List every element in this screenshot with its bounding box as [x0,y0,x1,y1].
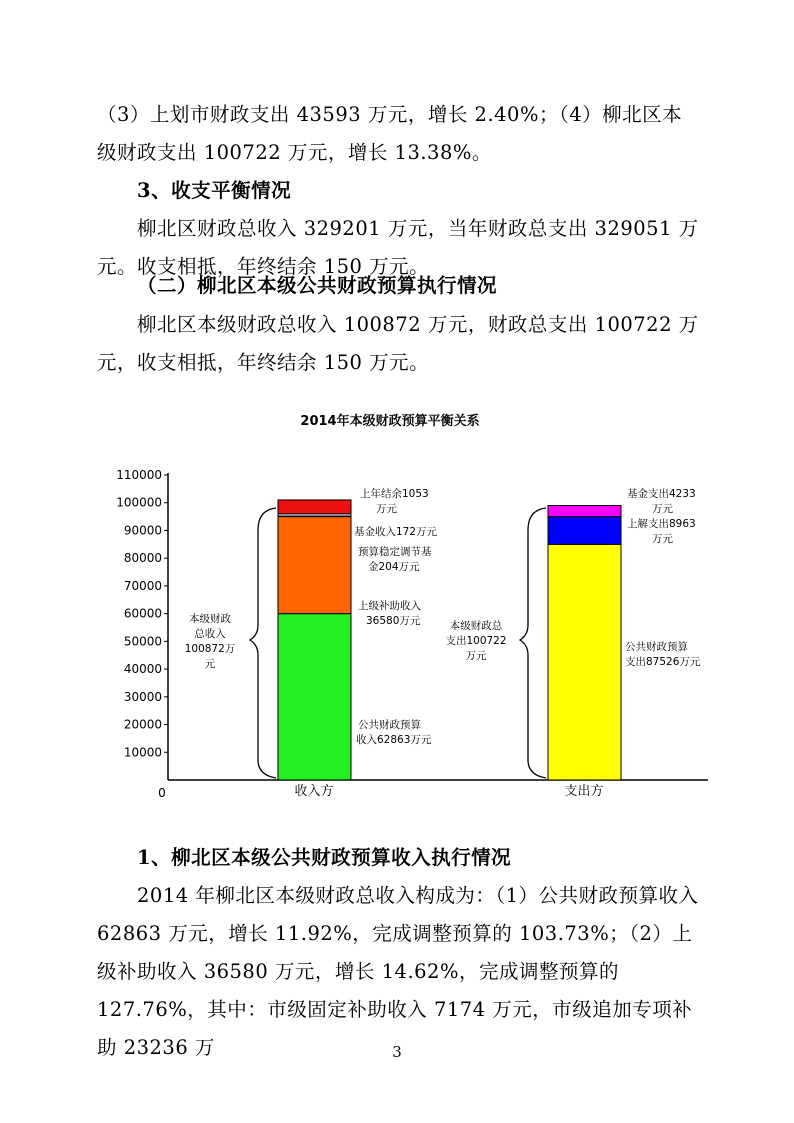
income-segment-0 [278,614,351,780]
label-public-income: 公共财政预算 [358,719,421,731]
income-segment-1 [278,517,351,614]
y-tick-label: 10000 [123,745,162,760]
paragraph-district-budget: 柳北区本级财政总收入 100872 万元，财政总支出 100722 万元，收支相抵，年终结余 150 万元。 [97,313,699,374]
label-public-expense: 公共财政预算 [625,641,688,653]
chart-title: 2014年本级财政预算平衡关系 [300,414,480,429]
label-subsidy-income: 上级补助收入 [358,600,421,612]
expense-segment-0 [548,544,621,780]
y-tick-label: 100000 [116,495,162,510]
label-income-total-3: 100872万 [184,643,236,655]
y-tick-label: 40000 [123,662,162,677]
paragraph-balance: 柳北区财政总收入 329201 万元，当年财政总支出 329051 万元。收支相抵，年终结余 150 万元。 [97,217,699,278]
x-tick-label: 收入方 [294,784,334,799]
paragraph-expenditure-continued: （3）上划市财政支出 43593 万元，增长 2.40%；（4）柳北区本级财政支出 100722 万元，增长 13.38%。 [97,103,683,164]
y-tick-label: 0 [158,786,166,800]
label-fund-expense-2: 万元 [652,503,673,515]
heading-district-budget: （二）柳北区本级公共财政预算执行情况 [137,274,498,297]
page-number: 3 [392,1043,402,1061]
label-stabilization-fund: 预算稳定调节基 [358,546,432,558]
label-expense-total-2: 支出100722 [445,635,507,647]
label-public-expense-2: 支出87526万元 [625,656,701,668]
y-tick-label: 80000 [123,551,162,566]
label-fund-expense: 基金支出4233 [627,488,696,500]
label-income-total-4: 元 [204,658,216,670]
label-subsidy-income-2: 36580万元 [366,615,421,627]
label-income-total-2: 总收入 [194,628,226,640]
label-prior-balance: 上年结余1053 [360,488,429,500]
label-fund-income: 基金收入172万元 [354,526,438,538]
label-public-income-2: 收入62863万元 [356,734,432,746]
y-tick-label: 60000 [123,606,162,621]
expense-segment-1 [548,517,621,545]
label-transfer-expense: 上解支出8963 [627,518,696,530]
label-transfer-expense-2: 万元 [652,533,673,545]
budget-balance-chart [0,400,794,820]
label-stabilization-fund-2: 金204万元 [368,561,420,573]
y-tick-label: 50000 [123,634,162,649]
paragraph-income-execution: 2014 年柳北区本级财政总收入构成为：（1）公共财政预算收入 62863 万元，增长 11.92%，完成调整预算的 103.73%；（2）上级补助收入 36580 万元，增长 14.62%，完成调整预算的 127.76%，其中：市级固定补助收入 7174 万元，市级追加专项补助 23236 万 [97,884,699,1059]
label-expense-total-3: 万元 [465,650,487,662]
label-income-total-1: 本级财政 [189,613,231,625]
expense-segment-2 [548,506,621,517]
heading-balance: 3、收支平衡情况 [137,179,292,202]
expense-brace [520,508,546,778]
y-tick-label: 110000 [116,468,162,482]
label-expense-total-1: 本级财政总 [449,620,503,632]
income-brace [250,508,276,778]
heading-income-execution: 1、柳北区本级公共财政预算收入执行情况 [137,846,512,869]
label-prior-balance-unit: 万元 [376,503,397,515]
y-tick-label: 30000 [123,689,162,704]
y-tick-label: 70000 [123,578,162,593]
income-segment-4 [278,500,351,514]
y-tick-label: 20000 [123,717,162,732]
y-tick-label: 90000 [123,523,162,538]
x-tick-label: 支出方 [564,784,604,799]
